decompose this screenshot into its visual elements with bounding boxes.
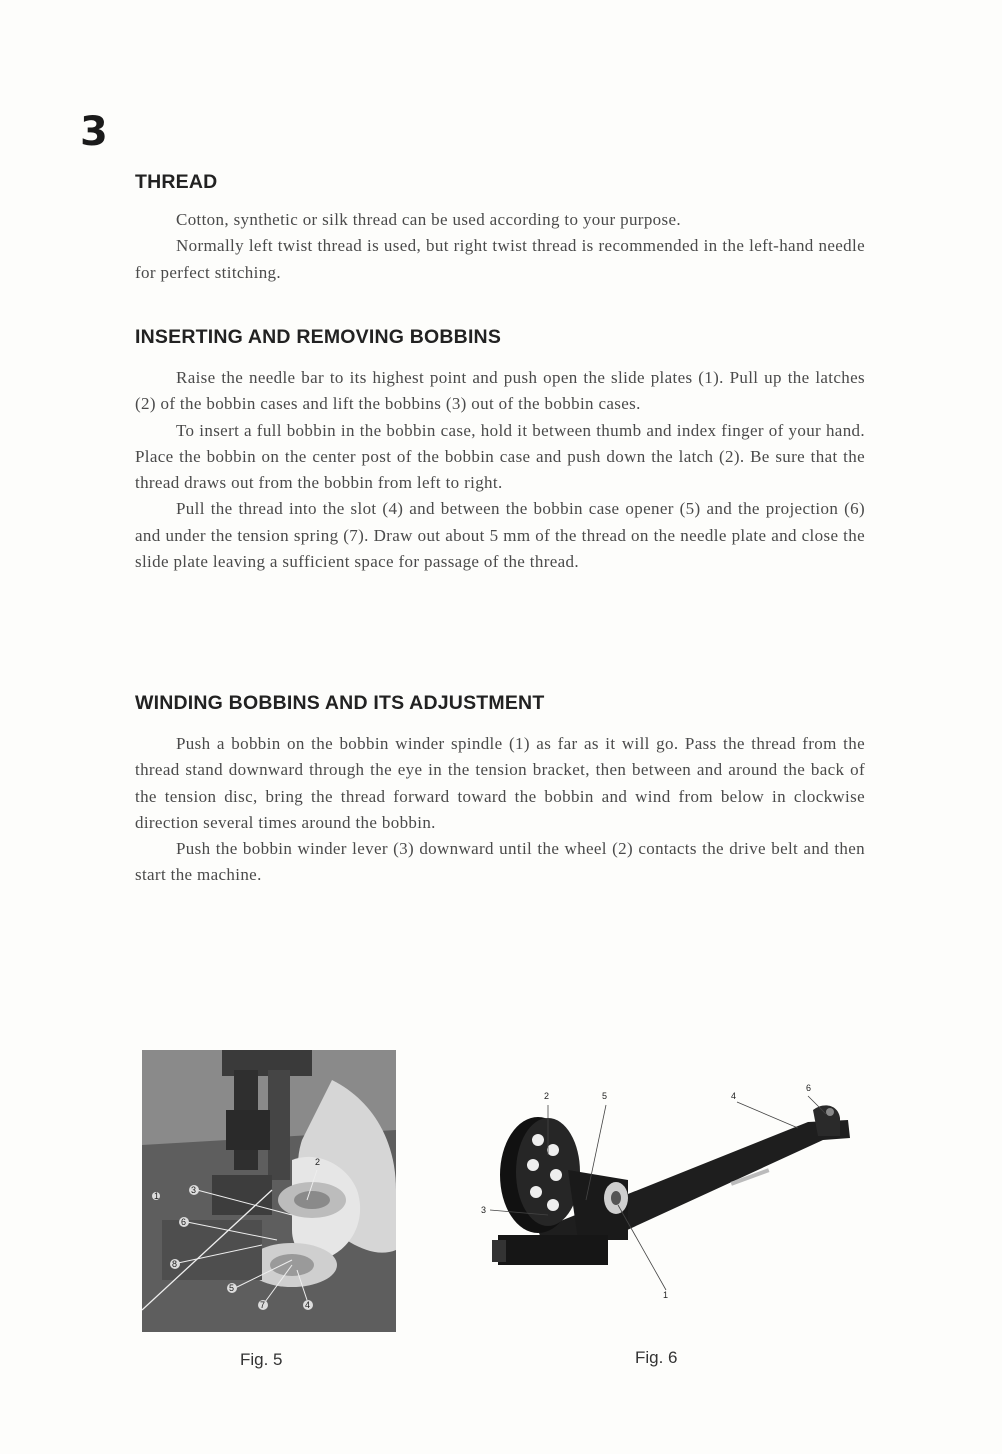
section-body-winding-bobbins <box>135 731 865 889</box>
section-heading-thread: THREAD <box>135 171 218 193</box>
figure-5-illustration <box>142 1050 396 1332</box>
figure-6-callout: 3 <box>481 1205 487 1215</box>
paragraph: Push a bobbin on the bobbin winder spindle (1) as far as it will go. Pass the thread from the thread stand downward through the eye in the tension bracket, then between and around the back of the tension disc, bring the thread forward toward the bobbin and wind from below in clockwise direction several times around the bobbin. <box>135 734 865 832</box>
chapter-number: 3 <box>80 109 108 155</box>
figure-6-callout: 2 <box>544 1091 550 1101</box>
paragraph: Cotton, synthetic or silk thread can be used according to your purpose. <box>176 210 681 229</box>
section-heading-inserting-bobbins: INSERTING AND REMOVING BOBBINS <box>135 326 502 348</box>
figure-5-callout: 1 <box>154 1191 160 1201</box>
paragraph: Push the bobbin winder lever (3) downward until the wheel (2) contacts the drive belt and then start the machine. <box>135 839 865 885</box>
figure-5-photo <box>142 1050 396 1332</box>
section-body-thread <box>135 207 865 286</box>
paragraph: Normally left twist thread is used, but right twist thread is recommended in the left-hand needle for perfect stitching. <box>135 236 865 282</box>
figure-5-callout: 4 <box>305 1300 311 1310</box>
figure-5-callout: 6 <box>181 1217 187 1227</box>
figure-5-callout: 7 <box>260 1300 266 1310</box>
figure-6-callout: 1 <box>663 1290 669 1300</box>
figure-6-callout: 5 <box>602 1091 608 1101</box>
figure-6-callout: 4 <box>731 1091 737 1101</box>
section-heading-winding-bobbins: WINDING BOBBINS AND ITS ADJUSTMENT <box>135 692 545 714</box>
figure-5-caption: Fig. 5 <box>240 1350 283 1369</box>
figure-5-callout: 5 <box>229 1283 235 1293</box>
paragraph: Raise the needle bar to its highest point and push open the slide plates (1). Pull up the latches (2) of the bobbin cases and lift the bobbins (3) out of the bobbin cases. <box>135 368 865 414</box>
section-body-inserting-bobbins <box>135 365 865 575</box>
figure-5-callout: 3 <box>191 1185 197 1195</box>
figure-5-callout: 2 <box>315 1157 321 1167</box>
figure-6-diagram <box>478 1080 858 1300</box>
figure-6-callout: 6 <box>806 1083 812 1093</box>
figure-6-illustration <box>478 1080 858 1300</box>
figure-5-callout: 8 <box>172 1259 178 1269</box>
figure-6-caption: Fig. 6 <box>635 1348 678 1367</box>
paragraph: To insert a full bobbin in the bobbin case, hold it between thumb and index finger of your hand. Place the bobbin on the center post of the bobbin case and push down the latch (2). Be sure that the thread draws out from the bobbin from left to right. <box>135 420 865 493</box>
paragraph: Pull the thread into the slot (4) and between the bobbin case opener (5) and the projection (6) and under the tension spring (7). Draw out about 5 mm of the thread on the needle plate and close the slide plate leaving a sufficient space for passage of the thread. <box>135 499 865 572</box>
